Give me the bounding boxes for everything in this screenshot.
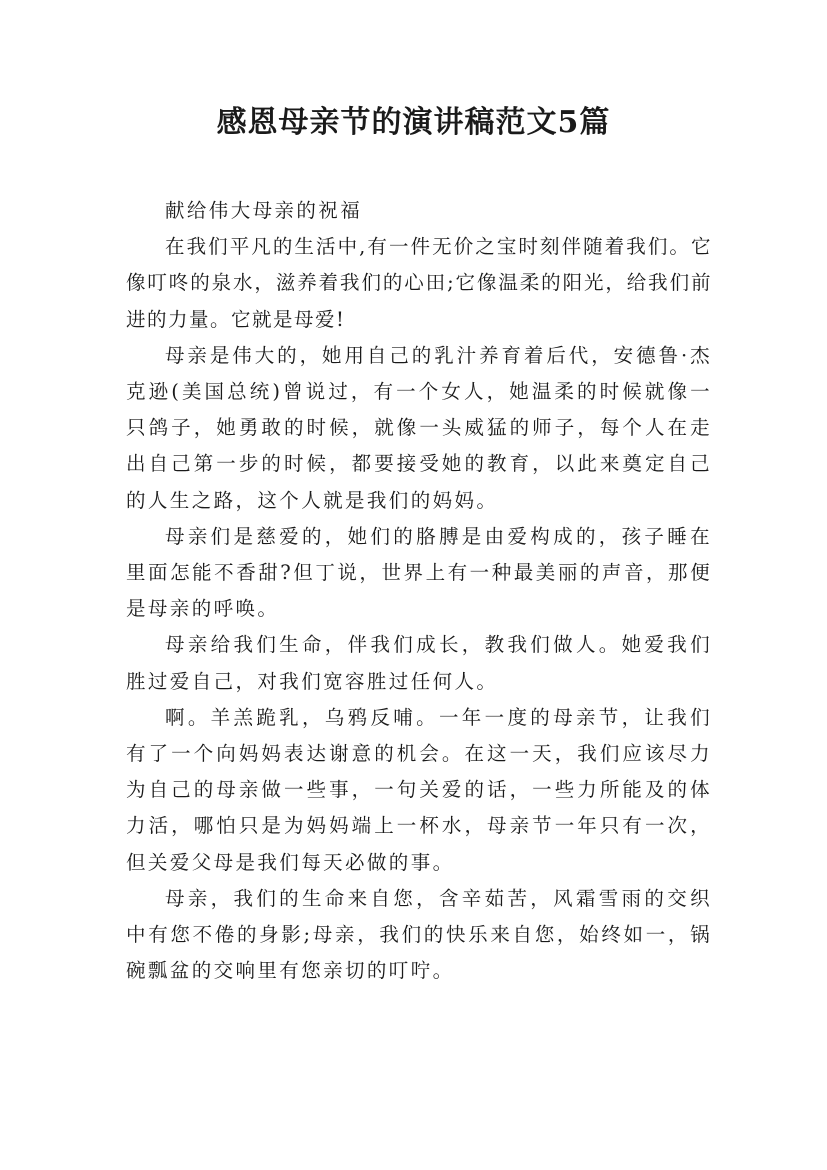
paragraph-mothers-love: 在我们平凡的生活中,有一件无价之宝时刻伴随着我们。它像叮咚的泉水，滋养着我们的心田;它像温柔的阳光，给我们前进的力量。它就是母爱! <box>126 235 712 331</box>
document-body <box>126 193 712 989</box>
paragraph-great-mother: 母亲是伟大的，她用自己的乳汁养育着后代，安德鲁·杰克逊(美国总统)曾说过，有一个女人，她温柔的时候就像一只鸽子，她勇敢的时候，就像一头威猛的师子，每个人在走出自己第一步的时候，都要接受她的教育，以此来奠定自己的人生之路，这个人就是我们的妈妈。 <box>126 343 712 512</box>
paragraph-mothers-day: 啊。羊羔跪乳，乌鸦反哺。一年一度的母亲节，让我们有了一个向妈妈表达谢意的机会。在这一天，我们应该尽力为自己的母亲做一些事，一句关爱的话，一些力所能及的体力活，哪怕只是为妈妈端上一杯水，母亲节一年只有一次，但关爱父母是我们每天必做的事。 <box>126 705 712 874</box>
paragraph-give-life: 母亲给我们生命，伴我们成长，教我们做人。她爱我们胜过爱自己，对我们宽容胜过任何人。 <box>126 633 712 693</box>
document-title: 感恩母亲节的演讲稿范文5篇 <box>216 105 611 140</box>
paragraph-loving-mothers: 母亲们是慈爱的，她们的胳膊是由爱构成的，孩子睡在里面怎能不香甜?但丁说，世界上有一种最美丽的声音，那便是母亲的呼唤。 <box>126 524 712 621</box>
paragraph-from-you: 母亲，我们的生命来自您，含辛茹苦，风霜雪雨的交织中有您不倦的身影;母亲，我们的快乐来自您，始终如一，锅碗瓢盆的交响里有您亲切的叮咛。 <box>126 886 712 983</box>
paragraph-dedication: 献给伟大母亲的祝福 <box>165 199 363 222</box>
